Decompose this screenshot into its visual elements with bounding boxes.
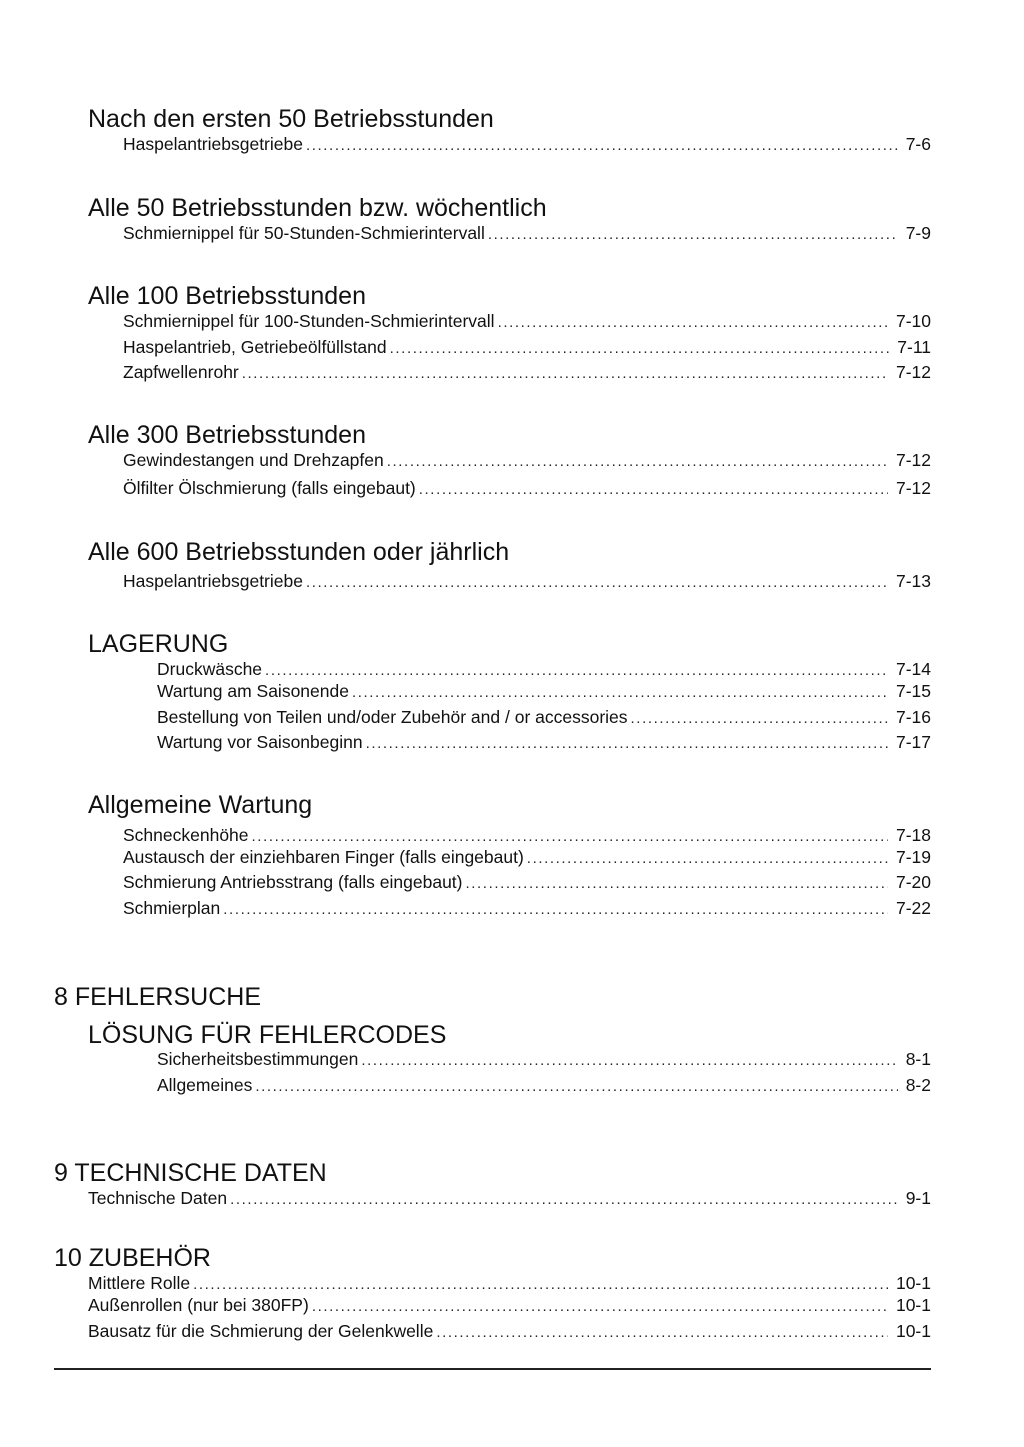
toc-entry-label: Wartung vor Saisonbeginn bbox=[157, 732, 363, 752]
toc-entry-page: 10-1 bbox=[895, 1295, 931, 1315]
toc-entry[interactable] bbox=[157, 1048, 931, 1072]
dot-leader bbox=[306, 572, 888, 594]
dot-leader bbox=[419, 479, 888, 501]
toc-entry-page: 10-1 bbox=[895, 1273, 931, 1293]
toc-entry-label: Gewindestangen und Drehzapfen bbox=[123, 450, 384, 470]
section-heading: Nach den ersten 50 Betriebsstunden bbox=[88, 105, 494, 133]
toc-entry-page: 7-6 bbox=[905, 134, 931, 154]
dot-leader bbox=[352, 682, 888, 704]
toc-entry-label: Ölfilter Ölschmierung (falls eingebaut) bbox=[123, 478, 416, 498]
toc-entry[interactable] bbox=[88, 1272, 931, 1296]
toc-entry[interactable] bbox=[123, 871, 931, 895]
toc-entry-label: Außenrollen (nur bei 380FP) bbox=[88, 1295, 309, 1315]
toc-entry[interactable] bbox=[157, 658, 931, 682]
dot-leader bbox=[312, 1296, 888, 1318]
toc-entry-label: Druckwäsche bbox=[157, 659, 263, 679]
toc-entry-label: Schneckenhöhe bbox=[123, 825, 249, 845]
dot-leader bbox=[390, 338, 890, 360]
dot-leader bbox=[230, 1189, 898, 1211]
toc-entry[interactable] bbox=[88, 1187, 931, 1211]
toc-entry[interactable] bbox=[123, 361, 931, 385]
toc-entry-label: Austausch der einziehbaren Finger (falls eingebaut) bbox=[123, 847, 524, 867]
toc-entry-page: 7-16 bbox=[895, 707, 931, 727]
dot-leader bbox=[255, 1076, 897, 1098]
toc-entry-label: Bausatz für die Schmierung der Gelenkwelle bbox=[88, 1321, 434, 1341]
toc-entry[interactable] bbox=[157, 731, 931, 755]
toc-entry-page: 7-14 bbox=[895, 659, 931, 679]
dot-leader bbox=[366, 733, 888, 755]
chapter-heading: 10 ZUBEHÖR bbox=[54, 1244, 211, 1272]
toc-entry[interactable] bbox=[123, 133, 931, 157]
toc-entry-page: 7-11 bbox=[897, 337, 931, 357]
dot-leader bbox=[193, 1274, 888, 1296]
toc-entry[interactable] bbox=[123, 897, 931, 921]
toc-entry[interactable] bbox=[88, 1294, 931, 1318]
toc-entry-page: 7-12 bbox=[895, 478, 931, 498]
toc-entry-page: 7-17 bbox=[895, 732, 931, 752]
dot-leader bbox=[265, 660, 888, 682]
dot-leader bbox=[466, 873, 888, 895]
toc-entry-label: Schmiernippel für 50-Stunden-Schmierintervall bbox=[123, 223, 485, 243]
toc-entry-label: Schmierung Antriebsstrang (falls eingebaut) bbox=[123, 872, 463, 892]
dot-leader bbox=[361, 1050, 897, 1072]
section-heading: LÖSUNG FÜR FEHLERCODES bbox=[88, 1021, 447, 1049]
dot-leader bbox=[631, 708, 888, 730]
section-heading: Alle 100 Betriebsstunden bbox=[88, 282, 366, 310]
dot-leader bbox=[252, 826, 888, 848]
toc-entry-page: 7-13 bbox=[895, 571, 931, 591]
toc-entry[interactable] bbox=[88, 1320, 931, 1344]
dot-leader bbox=[498, 312, 888, 334]
dot-leader bbox=[436, 1322, 888, 1344]
toc-entry-page: 7-19 bbox=[895, 847, 931, 867]
toc-entry-page: 8-2 bbox=[905, 1075, 931, 1095]
dot-leader bbox=[387, 451, 888, 473]
toc-entry-label: Haspelantrieb, Getriebeölfüllstand bbox=[123, 337, 387, 357]
toc-entry[interactable] bbox=[123, 449, 931, 473]
toc-entry[interactable] bbox=[157, 1074, 931, 1098]
chapter-heading: 8 FEHLERSUCHE bbox=[54, 983, 261, 1011]
toc-entry-label: Allgemeines bbox=[157, 1075, 253, 1095]
toc-entry-label: Bestellung von Teilen und/oder Zubehör and / or accessories bbox=[157, 707, 628, 727]
dot-leader bbox=[242, 363, 888, 385]
toc-entry[interactable] bbox=[123, 310, 931, 334]
toc-entry-label: Haspelantriebsgetriebe bbox=[123, 571, 303, 591]
toc-entry[interactable] bbox=[123, 222, 931, 246]
toc-entry-label: Sicherheitsbestimmungen bbox=[157, 1049, 359, 1069]
toc-entry[interactable] bbox=[123, 570, 931, 594]
toc-entry-page: 7-18 bbox=[895, 825, 931, 845]
toc-entry-page: 9-1 bbox=[905, 1188, 931, 1208]
footer-rule bbox=[54, 1368, 931, 1370]
toc-entry-label: Technische Daten bbox=[88, 1188, 228, 1208]
toc-entry-label: Schmierplan bbox=[123, 898, 221, 918]
toc-entry-label: Schmiernippel für 100-Stunden-Schmierintervall bbox=[123, 311, 495, 331]
toc-entry-page: 7-22 bbox=[895, 898, 931, 918]
toc-entry-label: Mittlere Rolle bbox=[88, 1273, 191, 1293]
toc-entry-page: 7-15 bbox=[895, 681, 931, 701]
section-heading: Alle 300 Betriebsstunden bbox=[88, 421, 366, 449]
toc-entry[interactable] bbox=[157, 706, 931, 730]
toc-entry[interactable] bbox=[123, 336, 931, 360]
section-heading: Alle 600 Betriebsstunden oder jährlich bbox=[88, 538, 510, 566]
toc-entry-page: 10-1 bbox=[895, 1321, 931, 1341]
toc-entry[interactable] bbox=[123, 824, 931, 848]
toc-entry[interactable] bbox=[123, 477, 931, 501]
toc-entry-label: Haspelantriebsgetriebe bbox=[123, 134, 303, 154]
toc-entry-page: 7-10 bbox=[895, 311, 931, 331]
section-heading: LAGERUNG bbox=[88, 630, 229, 658]
dot-leader bbox=[527, 848, 888, 870]
chapter-heading: 9 TECHNISCHE DATEN bbox=[54, 1159, 327, 1187]
toc-entry-page: 7-9 bbox=[905, 223, 931, 243]
toc-entry[interactable] bbox=[123, 846, 931, 870]
toc-entry-page: 7-12 bbox=[895, 362, 931, 382]
toc-entry-page: 8-1 bbox=[905, 1049, 931, 1069]
toc-entry[interactable] bbox=[157, 680, 931, 704]
section-heading: Alle 50 Betriebsstunden bzw. wöchentlich bbox=[88, 194, 547, 222]
dot-leader bbox=[306, 135, 898, 157]
section-heading: Allgemeine Wartung bbox=[88, 791, 313, 819]
dot-leader bbox=[223, 899, 888, 921]
dot-leader bbox=[488, 224, 898, 246]
toc-entry-page: 7-12 bbox=[895, 450, 931, 470]
toc-entry-label: Wartung am Saisonende bbox=[157, 681, 349, 701]
toc-entry-label: Zapfwellenrohr bbox=[123, 362, 239, 382]
toc-entry-page: 7-20 bbox=[895, 872, 931, 892]
